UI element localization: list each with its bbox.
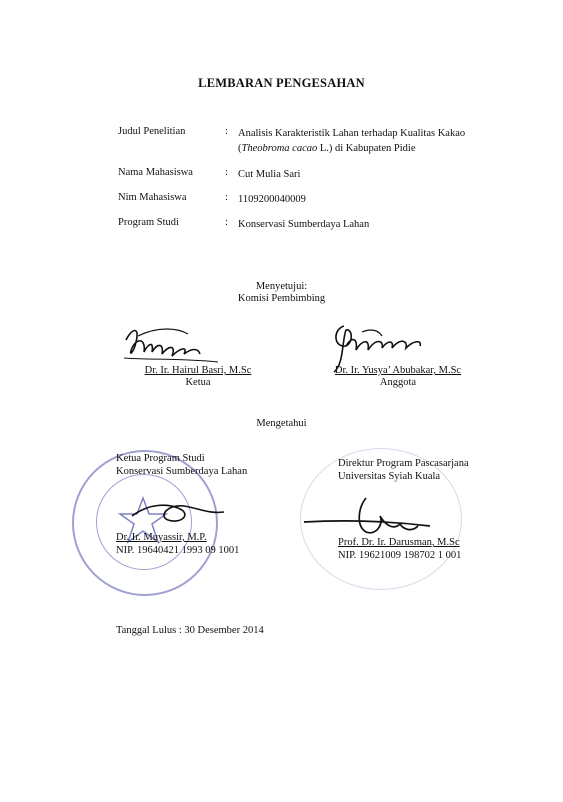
ack-left-title1: Ketua Program Studi [116, 453, 205, 464]
field-colon: : [225, 192, 228, 203]
page-title: LEMBARAN PENGESAHAN [198, 76, 365, 90]
signature-ack-left [128, 492, 238, 537]
judul-italic: Theobroma cacao [241, 143, 318, 154]
field-label-nim: Nim Mahasiswa [118, 192, 187, 203]
acknowledge-heading: Mengetahui [256, 418, 307, 429]
ack-left-title2: Konservasi Sumberdaya Lahan [116, 466, 248, 477]
approval-right-name: Dr. Ir. Yusya’ Abubakar, M.Sc [334, 365, 462, 376]
field-value-prodi: Konservasi Sumberdaya Lahan [238, 219, 370, 230]
signature-ack-right [300, 486, 470, 542]
approval-right-role: Anggota [379, 377, 417, 388]
field-value-judul: Analisis Karakteristik Lahan terhadap Kualitas Kakao (Theobroma cacao L.) di Kabupaten Pidie [238, 128, 466, 154]
ack-left-name: Dr. Ir. Muyassir, M.P. [116, 532, 207, 543]
approval-heading: Menyetujui: [255, 281, 308, 292]
field-label-judul: Judul Penelitian [118, 126, 186, 137]
field-value-nama: Cut Mulia Sari [238, 169, 301, 180]
field-value-nim: 1109200040009 [238, 194, 306, 205]
ack-right-nip: NIP. 19621009 198702 1 001 [338, 550, 462, 561]
approval-left-name: Dr. Ir. Hairul Basri, M.Sc [144, 365, 252, 376]
graduation-date: 30 Desember 2014 [184, 625, 264, 636]
field-colon: : [225, 167, 228, 178]
committee-label: Komisi Pembimbing [237, 293, 326, 304]
field-label-prodi: Program Studi [118, 217, 179, 228]
ack-left-nip: NIP. 19640421 1993 09 1001 [116, 545, 240, 556]
ack-right-name: Prof. Dr. Ir. Darusman, M.Sc [338, 537, 460, 548]
field-colon: : [225, 217, 228, 228]
graduation-line [116, 625, 264, 636]
approval-left-role: Ketua [185, 377, 211, 388]
judul-tail: L.) di Kabupaten Pidie [317, 143, 416, 154]
ack-right-title2: Universitas Syiah Kuala [338, 471, 441, 482]
graduation-label: Tanggal Lulus : [116, 625, 182, 636]
judul-text: Analisis Karakteristik Lahan terhadap Kualitas Kakao [238, 128, 466, 139]
ack-right-title1: Direktur Program Pascasarjana [338, 458, 469, 469]
field-label-nama: Nama Mahasiswa [118, 167, 193, 178]
field-colon: : [225, 126, 228, 137]
